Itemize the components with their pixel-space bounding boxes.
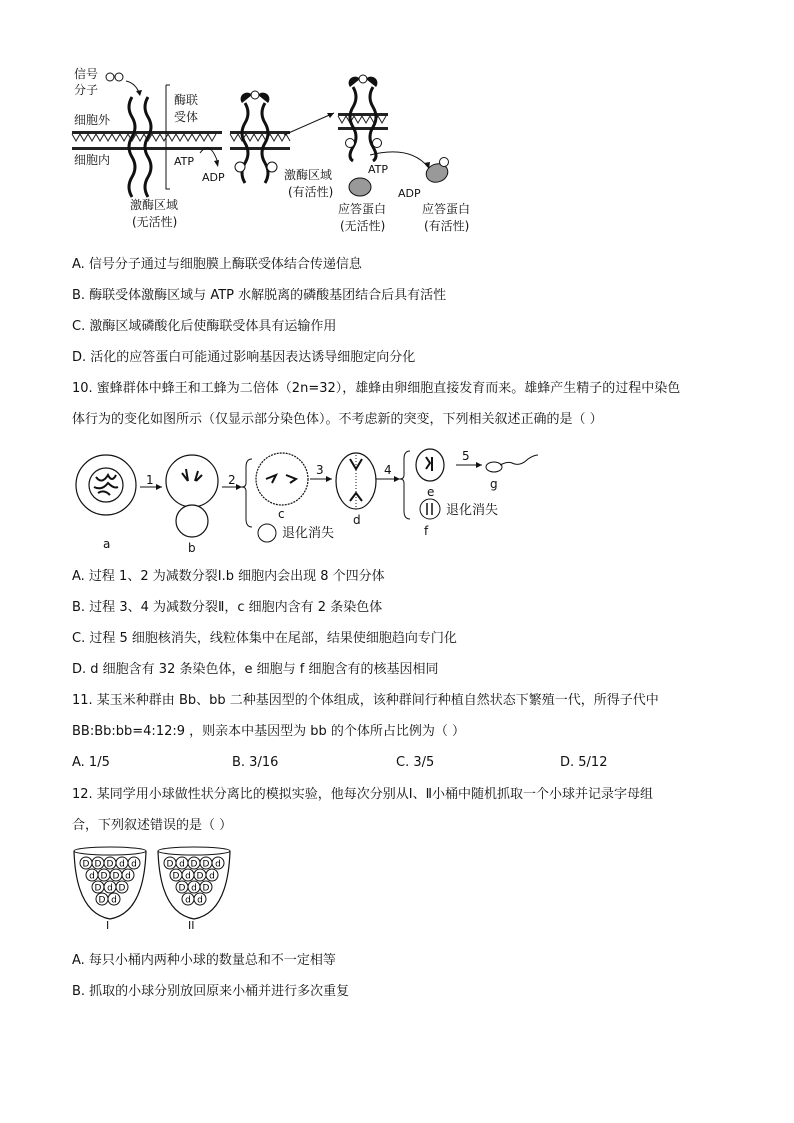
- svg-text:d: d: [89, 871, 95, 882]
- q12-stem-line-1: 12. 某同学用小球做性状分离比的模拟实验，他每次分别从Ⅰ、Ⅱ小桶中随机抓取一个小球并记录字母组: [72, 787, 654, 802]
- protein-inactive-state: (无活性): [340, 219, 386, 233]
- protein-inactive-label: 应答蛋白: [338, 202, 387, 216]
- q10-option-c: C. 过程 5 细胞核消失，线粒体集中在尾部，结果使细胞趋向专门化: [72, 631, 457, 646]
- svg-text:d: d: [125, 871, 131, 882]
- bound-signal: [241, 91, 270, 103]
- svg-text:D: D: [202, 859, 210, 870]
- svg-text:D: D: [190, 859, 198, 870]
- label-b: b: [188, 541, 196, 555]
- membrane-2: [230, 131, 290, 150]
- svg-text:D: D: [178, 883, 186, 894]
- q9-option-a: A. 信号分子通过与细胞膜上酶联受体结合传递信息: [72, 257, 362, 272]
- svg-text:D: D: [94, 859, 102, 870]
- ball-D: [194, 869, 206, 882]
- ball-D: [98, 869, 110, 882]
- ball-D: [188, 857, 200, 870]
- ball-d: [194, 893, 206, 906]
- phosphate-2: [267, 162, 277, 172]
- svg-text:d: d: [215, 859, 221, 870]
- signal-label: 信号: [74, 67, 99, 81]
- phosphate-1: [235, 162, 245, 172]
- degenerate-label-1: 退化消失: [282, 526, 335, 541]
- ball-D: [80, 857, 92, 870]
- svg-text:D: D: [166, 859, 174, 870]
- label-c: c: [278, 507, 285, 521]
- label-g: g: [490, 477, 498, 491]
- kinase-inactive-state: (无活性): [132, 215, 178, 229]
- bucket-2-label: II: [188, 919, 195, 932]
- svg-text:D: D: [172, 871, 180, 882]
- response-protein-inactive: [349, 178, 371, 196]
- ball-D: [104, 857, 116, 870]
- cell-c: [256, 453, 308, 505]
- q12-stem-line-2: 合，下列叙述错误的是（ ）: [72, 818, 233, 833]
- svg-text:d: d: [185, 871, 191, 882]
- svg-text:D: D: [82, 859, 90, 870]
- adp-label-1: ADP: [202, 171, 225, 184]
- q9-option-b: B. 酶联受体激酶区域与 ATP 水解脱离的磷酸基团结合后具有活性: [72, 288, 447, 303]
- ball-d: [122, 869, 134, 882]
- q12-option-b: B. 抓取的小球分别放回原来小桶并进行多次重复: [72, 984, 350, 999]
- kinase-inactive-label: 激酶区域: [130, 198, 179, 212]
- receptor-dimer: [242, 103, 268, 183]
- receptor-figure: [70, 65, 490, 240]
- ball-D: [116, 881, 128, 894]
- ball-d: [212, 857, 224, 870]
- meiosis-figure: [70, 447, 550, 557]
- svg-text:d: d: [191, 883, 197, 894]
- ball-D: [170, 869, 182, 882]
- svg-text:d: d: [197, 895, 203, 906]
- outside-label: 细胞外: [74, 113, 111, 127]
- svg-text:D: D: [202, 883, 210, 894]
- ball-d: [108, 893, 120, 906]
- svg-text:D: D: [106, 859, 114, 870]
- cell-f: [420, 499, 440, 519]
- phosphate-5: [440, 158, 449, 167]
- svg-text:d: d: [209, 871, 215, 882]
- ball-d: [116, 857, 128, 870]
- ball-d: [128, 857, 140, 870]
- degenerate-cell-1: [258, 524, 276, 542]
- q9-option-d: D. 活化的应答蛋白可能通过影响基因表达诱导细胞定向分化: [72, 350, 416, 365]
- ball-d: [182, 893, 194, 906]
- svg-text:D: D: [100, 871, 108, 882]
- q11-stem-line-1: 11. 某玉米种群由 Bb、bb 二种基因型的个体组成，该种群间行种植自然状态下繁殖一代，所得子代中: [72, 693, 659, 708]
- receptor-label-2: 受体: [174, 110, 199, 124]
- degenerate-label-2: 退化消失: [446, 503, 499, 518]
- phosphate-4: [373, 139, 382, 148]
- q11-option-c: C. 3/5: [396, 755, 435, 770]
- q10-stem-line-1: 10. 蜜蜂群体中蜂王和工蜂为二倍体（2n=32），雄蜂由卵细胞直接发育而来。雄蜂产生精子的过程中染色: [72, 381, 681, 396]
- ball-D: [110, 869, 122, 882]
- receptor-label: 酶联: [174, 93, 199, 107]
- ball-D: [200, 881, 212, 894]
- svg-text:d: d: [107, 883, 113, 894]
- bucket-1-label: I: [106, 919, 110, 932]
- label-f: f: [424, 524, 429, 538]
- signal-label-2: 分子: [74, 83, 99, 97]
- ball-d: [182, 869, 194, 882]
- protein-active-state: (有活性): [424, 219, 470, 233]
- cell-e: [416, 449, 444, 481]
- phosphate-3: [346, 139, 355, 148]
- q10-option-d: D. d 细胞含有 32 条染色体，e 细胞与 f 细胞含有的核基因相同: [72, 662, 439, 677]
- inside-label: 细胞内: [74, 153, 111, 167]
- ball-d: [104, 881, 116, 894]
- svg-text:d: d: [179, 859, 185, 870]
- cell-b: [166, 455, 218, 537]
- svg-text:D: D: [112, 871, 120, 882]
- receptor-active: [350, 87, 376, 161]
- ball-d: [206, 869, 218, 882]
- membrane-3: [338, 113, 388, 130]
- label-e: e: [427, 485, 435, 499]
- cell-a: [76, 455, 136, 515]
- ball-d: [176, 857, 188, 870]
- q12-option-a: A. 每只小桶内两种小球的数量总和不一定相等: [72, 953, 336, 968]
- atp-label-2: ATP: [368, 163, 389, 176]
- svg-text:d: d: [119, 859, 125, 870]
- step-3: 3: [316, 463, 324, 477]
- svg-text:D: D: [196, 871, 204, 882]
- ball-d: [188, 881, 200, 894]
- ball-D: [200, 857, 212, 870]
- ball-D: [92, 881, 104, 894]
- q11-option-b: B. 3/16: [232, 755, 279, 770]
- svg-text:D: D: [118, 883, 126, 894]
- kinase-active-state: (有活性): [288, 185, 334, 199]
- q11-option-d: D. 5/12: [560, 755, 608, 770]
- svg-text:D: D: [98, 895, 106, 906]
- signal-molecule: [106, 73, 142, 96]
- q11-stem-line-2: BB:Bb:bb=4:12:9 ，则亲本中基因型为 bb 的个体所占比例为（ ）: [72, 724, 466, 739]
- svg-text:d: d: [185, 895, 191, 906]
- q10-option-b: B. 过程 3、4 为减数分裂Ⅱ，c 细胞内含有 2 条染色体: [72, 600, 383, 615]
- svg-text:d: d: [131, 859, 137, 870]
- svg-text:d: d: [111, 895, 117, 906]
- sperm-g: [486, 455, 538, 472]
- atp-label-1: ATP: [174, 155, 195, 168]
- ball-D: [176, 881, 188, 894]
- step-4: 4: [384, 463, 392, 477]
- q10-stem-line-2: 体行为的变化如图所示（仅显示部分染色体）。不考虑新的突变，下列相关叙述正确的是（ ）: [72, 412, 603, 427]
- q10-option-a: A. 过程 1、2 为减数分裂Ⅰ.b 细胞内会出现 8 个四分体: [72, 569, 385, 584]
- step-5: 5: [462, 449, 470, 463]
- label-d: d: [353, 513, 361, 527]
- step-2: 2: [228, 473, 236, 487]
- step-1: 1: [146, 473, 154, 487]
- cell-d: [336, 453, 376, 509]
- svg-text:D: D: [94, 883, 102, 894]
- buckets-figure: [72, 845, 242, 935]
- label-a: a: [103, 537, 111, 551]
- q11-option-a: A. 1/5: [72, 755, 110, 770]
- ball-D: [96, 893, 108, 906]
- ball-d: [86, 869, 98, 882]
- buckets-diagram: [72, 845, 242, 935]
- ball-D: [164, 857, 176, 870]
- kinase-active-label: 激酶区域: [284, 168, 333, 182]
- adp-label-2: ADP: [398, 187, 421, 200]
- protein-active-label: 应答蛋白: [422, 202, 471, 216]
- ball-D: [92, 857, 104, 870]
- q9-option-c: C. 激酶区域磷酸化后使酶联受体具有运输作用: [72, 319, 337, 334]
